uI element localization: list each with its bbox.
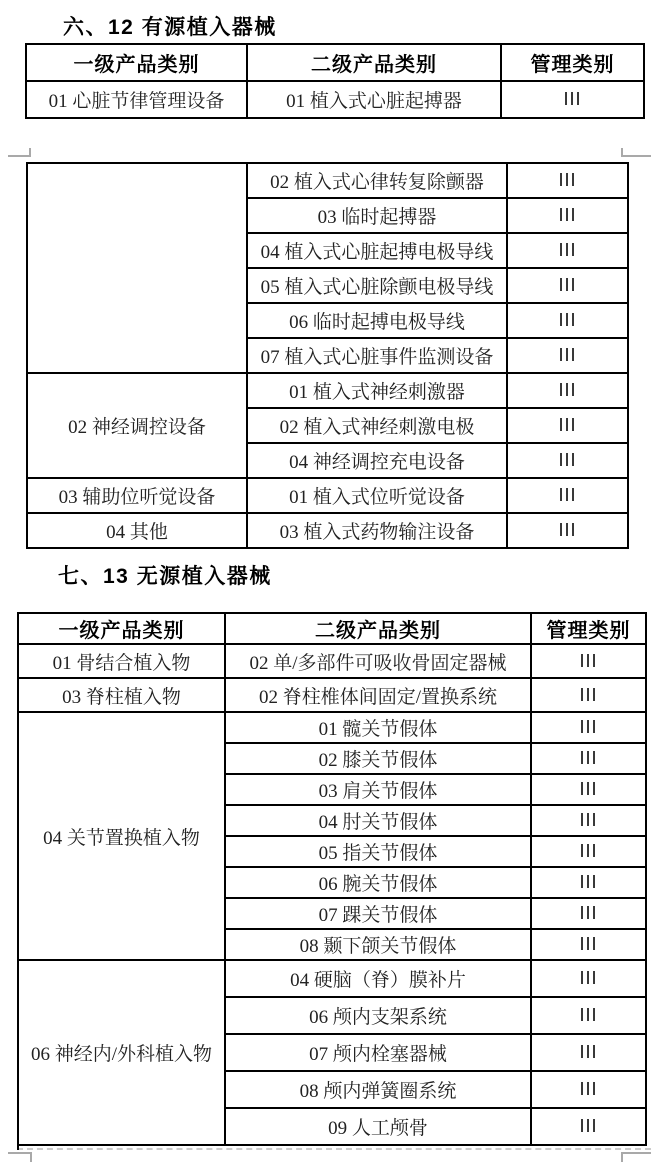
class-cell: III xyxy=(531,836,646,867)
class-cell: III xyxy=(507,338,628,373)
page-break-dashed-line xyxy=(17,1148,651,1150)
subcategory-cell: 09 人工颅骨 xyxy=(225,1108,531,1145)
class-cell: III xyxy=(507,233,628,268)
subcategory-cell: 08 颅内弹簧圈系统 xyxy=(225,1071,531,1108)
table-row xyxy=(18,712,646,743)
subcategory-cell: 06 临时起搏电极导线 xyxy=(247,303,507,338)
subcategory-cell: 02 植入式心律转复除颤器 xyxy=(247,163,507,198)
subcategory-cell: 02 植入式神经刺激电极 xyxy=(247,408,507,443)
col-header-category-level1: 一级产品类别 xyxy=(26,44,247,81)
class-cell: III xyxy=(531,644,646,678)
subcategory-cell: 03 植入式药物输注设备 xyxy=(247,513,507,548)
class-cell: III xyxy=(507,303,628,338)
class-cell: III xyxy=(507,373,628,408)
col-header-category-level2: 二级产品类别 xyxy=(225,613,531,644)
table-body xyxy=(27,163,628,548)
category-cell: 01 骨结合植入物 xyxy=(18,644,225,678)
table-row xyxy=(27,373,628,408)
class-cell: III xyxy=(507,443,628,478)
page-margin-mark-top-right-v xyxy=(621,148,623,157)
subcategory-cell: 02 膝关节假体 xyxy=(225,743,531,774)
header-row xyxy=(26,44,644,81)
class-cell: III xyxy=(531,712,646,743)
category-cell: 04 关节置换植入物 xyxy=(18,712,225,960)
subcategory-cell: 08 颞下颌关节假体 xyxy=(225,929,531,960)
class-cell: III xyxy=(531,1071,646,1108)
subcategory-cell: 05 植入式心脏除颤电极导线 xyxy=(247,268,507,303)
class-cell: III xyxy=(531,805,646,836)
category-cell: 06 神经内/外科植入物 xyxy=(18,960,225,1145)
class-cell: III xyxy=(531,678,646,712)
class-cell: III xyxy=(531,997,646,1034)
class-cell: III xyxy=(531,1108,646,1145)
class-cell: III xyxy=(531,960,646,997)
category-cell: 03 脊柱植入物 xyxy=(18,678,225,712)
category-cell: 04 其他 xyxy=(27,513,247,548)
col-header-category-level2: 二级产品类别 xyxy=(247,44,501,81)
class-cell: III xyxy=(531,774,646,805)
subcategory-cell: 07 植入式心脏事件监测设备 xyxy=(247,338,507,373)
subcategory-cell: 07 踝关节假体 xyxy=(225,898,531,929)
subcategory-cell: 06 腕关节假体 xyxy=(225,867,531,898)
table-left-border-extension xyxy=(17,1143,19,1150)
class-cell: III xyxy=(507,163,628,198)
table-row xyxy=(27,478,628,513)
subcategory-cell: 02 单/多部件可吸收骨固定器械 xyxy=(225,644,531,678)
table-row xyxy=(18,960,646,997)
table-header xyxy=(18,613,646,644)
class-cell: III xyxy=(531,929,646,960)
class-cell: III xyxy=(531,898,646,929)
page-margin-mark-top-left-h xyxy=(8,155,31,157)
subcategory-cell: 07 颅内栓塞器械 xyxy=(225,1034,531,1071)
class-cell: III xyxy=(507,198,628,233)
section-heading-active-implants: 六、12 有源植入器械 xyxy=(63,16,277,39)
subcategory-cell: 05 指关节假体 xyxy=(225,836,531,867)
subcategory-cell: 02 脊柱椎体间固定/置换系统 xyxy=(225,678,531,712)
col-header-management-class: 管理类别 xyxy=(531,613,646,644)
category-cell: 02 神经调控设备 xyxy=(27,373,247,478)
subcategory-cell: 01 植入式位听觉设备 xyxy=(247,478,507,513)
page-margin-mark-bottom-right-h xyxy=(621,1152,651,1154)
table-active-implants-continuation xyxy=(26,162,629,549)
class-cell: III xyxy=(507,268,628,303)
category-cell xyxy=(27,163,247,373)
category-cell: 01 心脏节律管理设备 xyxy=(26,81,247,118)
class-cell: III xyxy=(501,81,644,118)
table-passive-implants xyxy=(17,612,647,1146)
class-cell: III xyxy=(507,513,628,548)
header-row xyxy=(18,613,646,644)
table-body xyxy=(18,644,646,1145)
class-cell: III xyxy=(507,408,628,443)
page-margin-mark-top-right-h xyxy=(621,155,651,157)
subcategory-cell: 04 肘关节假体 xyxy=(225,805,531,836)
table-row xyxy=(18,644,646,678)
class-cell: III xyxy=(507,478,628,513)
page-margin-mark-bottom-right-v xyxy=(621,1152,623,1162)
category-cell: 03 辅助位听觉设备 xyxy=(27,478,247,513)
col-header-management-class: 管理类别 xyxy=(501,44,644,81)
table-row xyxy=(27,513,628,548)
page-margin-mark-bottom-left-v xyxy=(30,1152,32,1162)
table-header xyxy=(26,44,644,81)
class-cell: III xyxy=(531,743,646,774)
table-row xyxy=(26,81,644,118)
subcategory-cell: 06 颅内支架系统 xyxy=(225,997,531,1034)
subcategory-cell: 03 肩关节假体 xyxy=(225,774,531,805)
table-active-implants-page1 xyxy=(25,43,645,119)
subcategory-cell: 03 临时起搏器 xyxy=(247,198,507,233)
subcategory-cell: 04 植入式心脏起搏电极导线 xyxy=(247,233,507,268)
col-header-category-level1: 一级产品类别 xyxy=(18,613,225,644)
page-margin-mark-bottom-left-h xyxy=(8,1152,32,1154)
table-body xyxy=(26,81,644,118)
subcategory-cell: 04 神经调控充电设备 xyxy=(247,443,507,478)
section-heading-passive-implants: 七、13 无源植入器械 xyxy=(58,565,272,588)
page-margin-mark-top-left-v xyxy=(29,148,31,157)
subcategory-cell: 04 硬脑（脊）膜补片 xyxy=(225,960,531,997)
table-row xyxy=(27,163,628,198)
subcategory-cell: 01 植入式心脏起搏器 xyxy=(247,81,501,118)
class-cell: III xyxy=(531,867,646,898)
table-row xyxy=(18,678,646,712)
class-cell: III xyxy=(531,1034,646,1071)
subcategory-cell: 01 髋关节假体 xyxy=(225,712,531,743)
subcategory-cell: 01 植入式神经刺激器 xyxy=(247,373,507,408)
